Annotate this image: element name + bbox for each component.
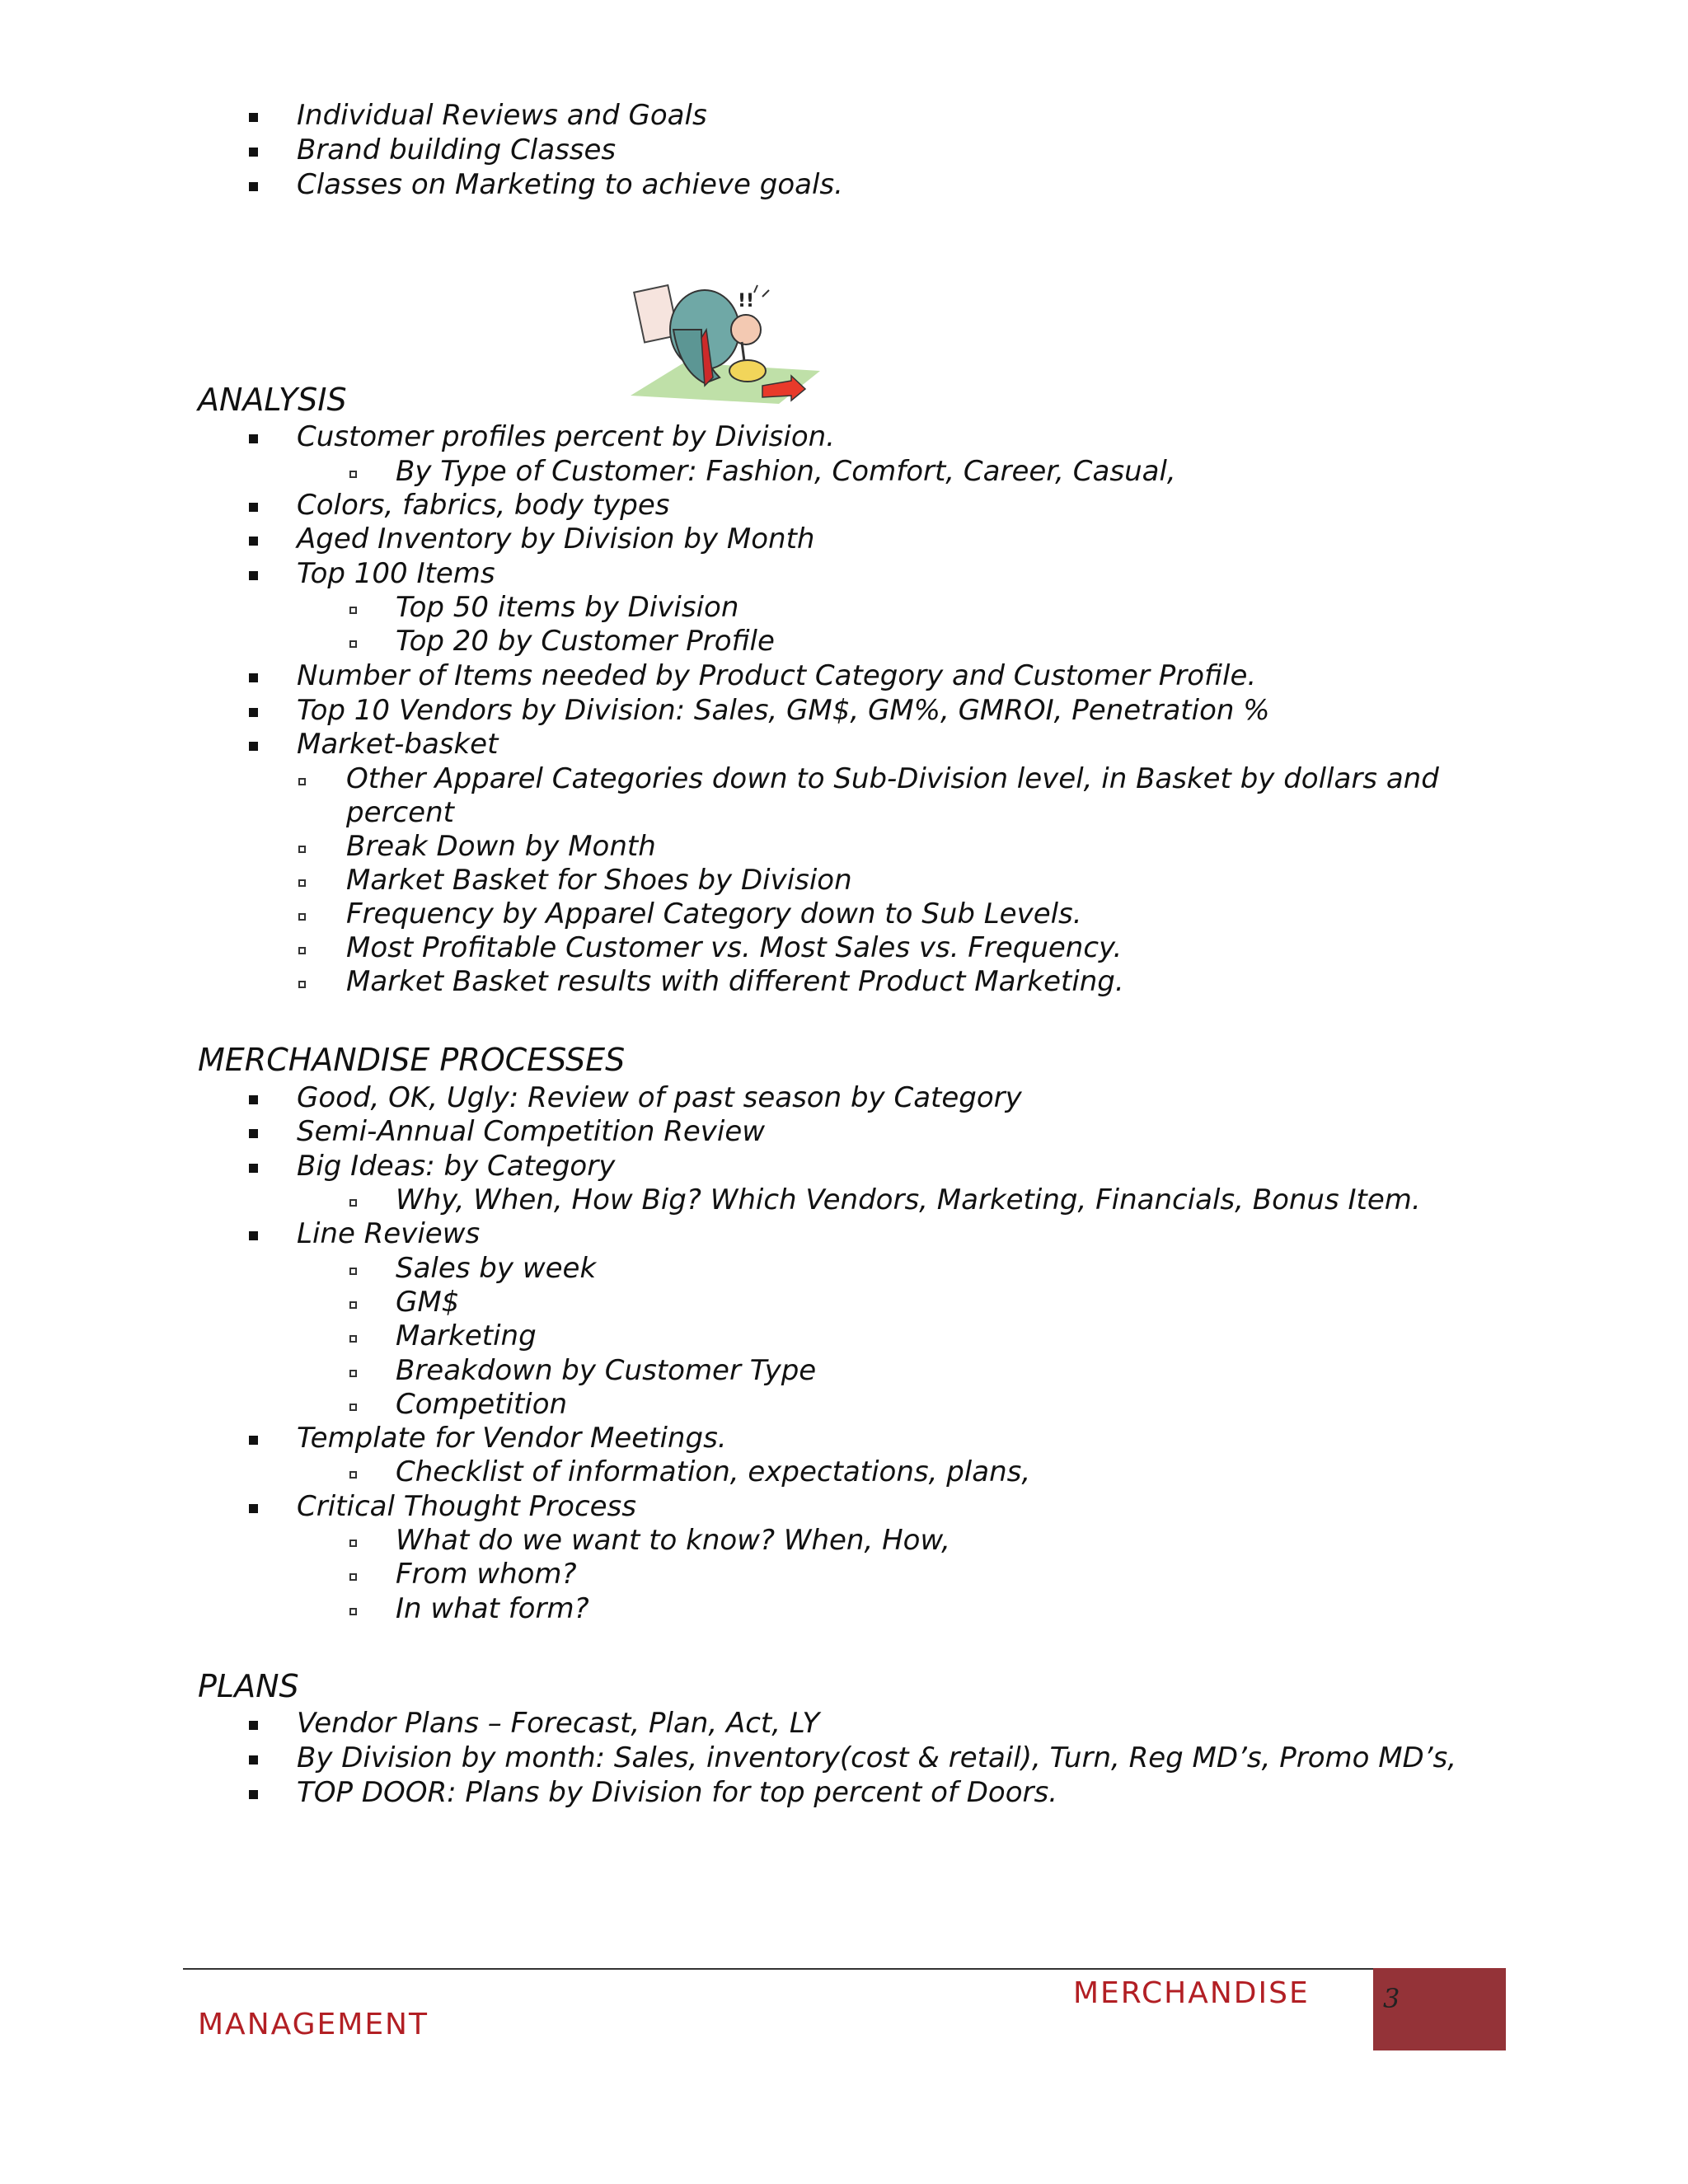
hollow-square-bullet-icon <box>298 846 306 853</box>
square-bullet-icon <box>249 1164 258 1173</box>
list-item-text: Top 100 Items <box>297 557 495 590</box>
list-item-text: Top 20 by Customer Profile <box>396 625 775 658</box>
footer-title-line2: MANAGEMENT <box>198 2008 429 2041</box>
hollow-square-bullet-icon <box>349 1471 357 1479</box>
hollow-square-bullet-icon <box>298 879 306 887</box>
list-item-text: Number of Items needed by Product Category and Customer Profile. <box>297 659 1257 692</box>
list-item-text: percent <box>346 796 454 829</box>
square-bullet-icon <box>249 1721 258 1730</box>
list-item-text: Marketing <box>396 1319 537 1352</box>
square-bullet-icon <box>249 1436 258 1445</box>
page-number-box <box>1373 1968 1506 2050</box>
list-item-text: GM$ <box>396 1286 460 1319</box>
list-item-text: Breakdown by Customer Type <box>396 1354 817 1387</box>
list-item-text: Critical Thought Process <box>297 1490 636 1523</box>
list-item-text: Sales by week <box>396 1252 597 1285</box>
list-item-text: Frequency by Apparel Category down to Sub Levels. <box>346 898 1082 930</box>
list-item-text: Checklist of information, expectations, plans, <box>396 1455 1031 1488</box>
list-item-text: Classes on Marketing to achieve goals. <box>297 168 843 201</box>
square-bullet-icon <box>249 1095 258 1104</box>
list-item-text: Semi-Annual Competition Review <box>297 1115 766 1148</box>
square-bullet-icon <box>249 1231 258 1240</box>
list-item-text: Good, OK, Ugly: Review of past season by Category <box>297 1081 1022 1114</box>
list-item-text: From whom? <box>396 1558 577 1591</box>
list-item-text: In what form? <box>396 1592 589 1625</box>
list-item-text: Brand building Classes <box>297 134 617 166</box>
list-item-text: Line Reviews <box>297 1217 481 1250</box>
person-with-magnifying-glass-clipart <box>622 280 828 408</box>
square-bullet-icon <box>249 708 258 717</box>
square-bullet-icon <box>249 182 258 191</box>
list-item-text: By Division by month: Sales, inventory(cost & retail), Turn, Reg MD’s, Promo MD’s, <box>297 1741 1457 1774</box>
hollow-square-bullet-icon <box>349 1199 357 1207</box>
square-bullet-icon <box>249 673 258 682</box>
hollow-square-bullet-icon <box>298 778 306 785</box>
list-item-text: Other Apparel Categories down to Sub-Division level, in Basket by dollars and <box>346 762 1439 795</box>
hollow-square-bullet-icon <box>298 947 306 954</box>
hollow-square-bullet-icon <box>349 471 357 478</box>
square-bullet-icon <box>249 503 258 512</box>
section-heading-analysis: ANALYSIS <box>198 382 347 418</box>
list-item-text: By Type of Customer: Fashion, Comfort, Career, Casual, <box>396 455 1176 488</box>
hollow-square-bullet-icon <box>349 1404 357 1411</box>
hollow-square-bullet-icon <box>349 640 357 648</box>
hollow-square-bullet-icon <box>349 1268 357 1275</box>
list-item-text: Aged Inventory by Division by Month <box>297 523 815 555</box>
square-bullet-icon <box>249 1790 258 1799</box>
square-bullet-icon <box>249 1755 258 1765</box>
square-bullet-icon <box>249 434 258 443</box>
hollow-square-bullet-icon <box>349 1573 357 1581</box>
square-bullet-icon <box>249 1504 258 1513</box>
section-heading-plans: PLANS <box>198 1668 299 1704</box>
list-item-text: Template for Vendor Meetings. <box>297 1422 727 1455</box>
hollow-square-bullet-icon <box>349 1335 357 1343</box>
list-item-text: Top 10 Vendors by Division: Sales, GM$, GM%, GMROI, Penetration % <box>297 694 1270 727</box>
list-item-text: What do we want to know? When, How, <box>396 1524 950 1557</box>
square-bullet-icon <box>249 537 258 546</box>
section-heading-merchandise-processes: MERCHANDISE PROCESSES <box>198 1042 626 1078</box>
list-item-text: Why, When, How Big? Which Vendors, Marketing, Financials, Bonus Item. <box>396 1183 1421 1216</box>
hollow-square-bullet-icon <box>349 607 357 614</box>
hollow-square-bullet-icon <box>349 1301 357 1309</box>
list-item-text: Customer profiles percent by Division. <box>297 420 835 453</box>
footer-title-line1: MERCHANDISE <box>1073 1976 1310 2010</box>
list-item-text: Individual Reviews and Goals <box>297 99 707 132</box>
svg-text:!!: !! <box>738 291 755 312</box>
square-bullet-icon <box>249 148 258 157</box>
square-bullet-icon <box>249 742 258 751</box>
hollow-square-bullet-icon <box>298 981 306 988</box>
list-item-text: Market Basket results with different Product Marketing. <box>346 965 1124 998</box>
list-item-text: TOP DOOR: Plans by Division for top percent of Doors. <box>297 1776 1058 1809</box>
page-number: 3 <box>1383 1983 1400 2014</box>
square-bullet-icon <box>249 1129 258 1138</box>
list-item-text: Most Profitable Customer vs. Most Sales vs. Frequency. <box>346 931 1123 964</box>
list-item-text: Vendor Plans – Forecast, Plan, Act, LY <box>297 1707 820 1740</box>
list-item-text: Competition <box>396 1388 568 1421</box>
hollow-square-bullet-icon <box>349 1370 357 1377</box>
list-item-text: Big Ideas: by Category <box>297 1150 616 1183</box>
list-item-text: Top 50 items by Division <box>396 591 739 624</box>
list-item-text: Market-basket <box>297 728 499 761</box>
list-item-text: Market Basket for Shoes by Division <box>346 864 852 897</box>
hollow-square-bullet-icon <box>298 913 306 921</box>
square-bullet-icon <box>249 113 258 122</box>
list-item-text: Break Down by Month <box>346 830 656 863</box>
hollow-square-bullet-icon <box>349 1608 357 1615</box>
hollow-square-bullet-icon <box>349 1540 357 1547</box>
footer-divider <box>183 1968 1375 1970</box>
square-bullet-icon <box>249 571 258 580</box>
list-item-text: Colors, fabrics, body types <box>297 489 670 522</box>
